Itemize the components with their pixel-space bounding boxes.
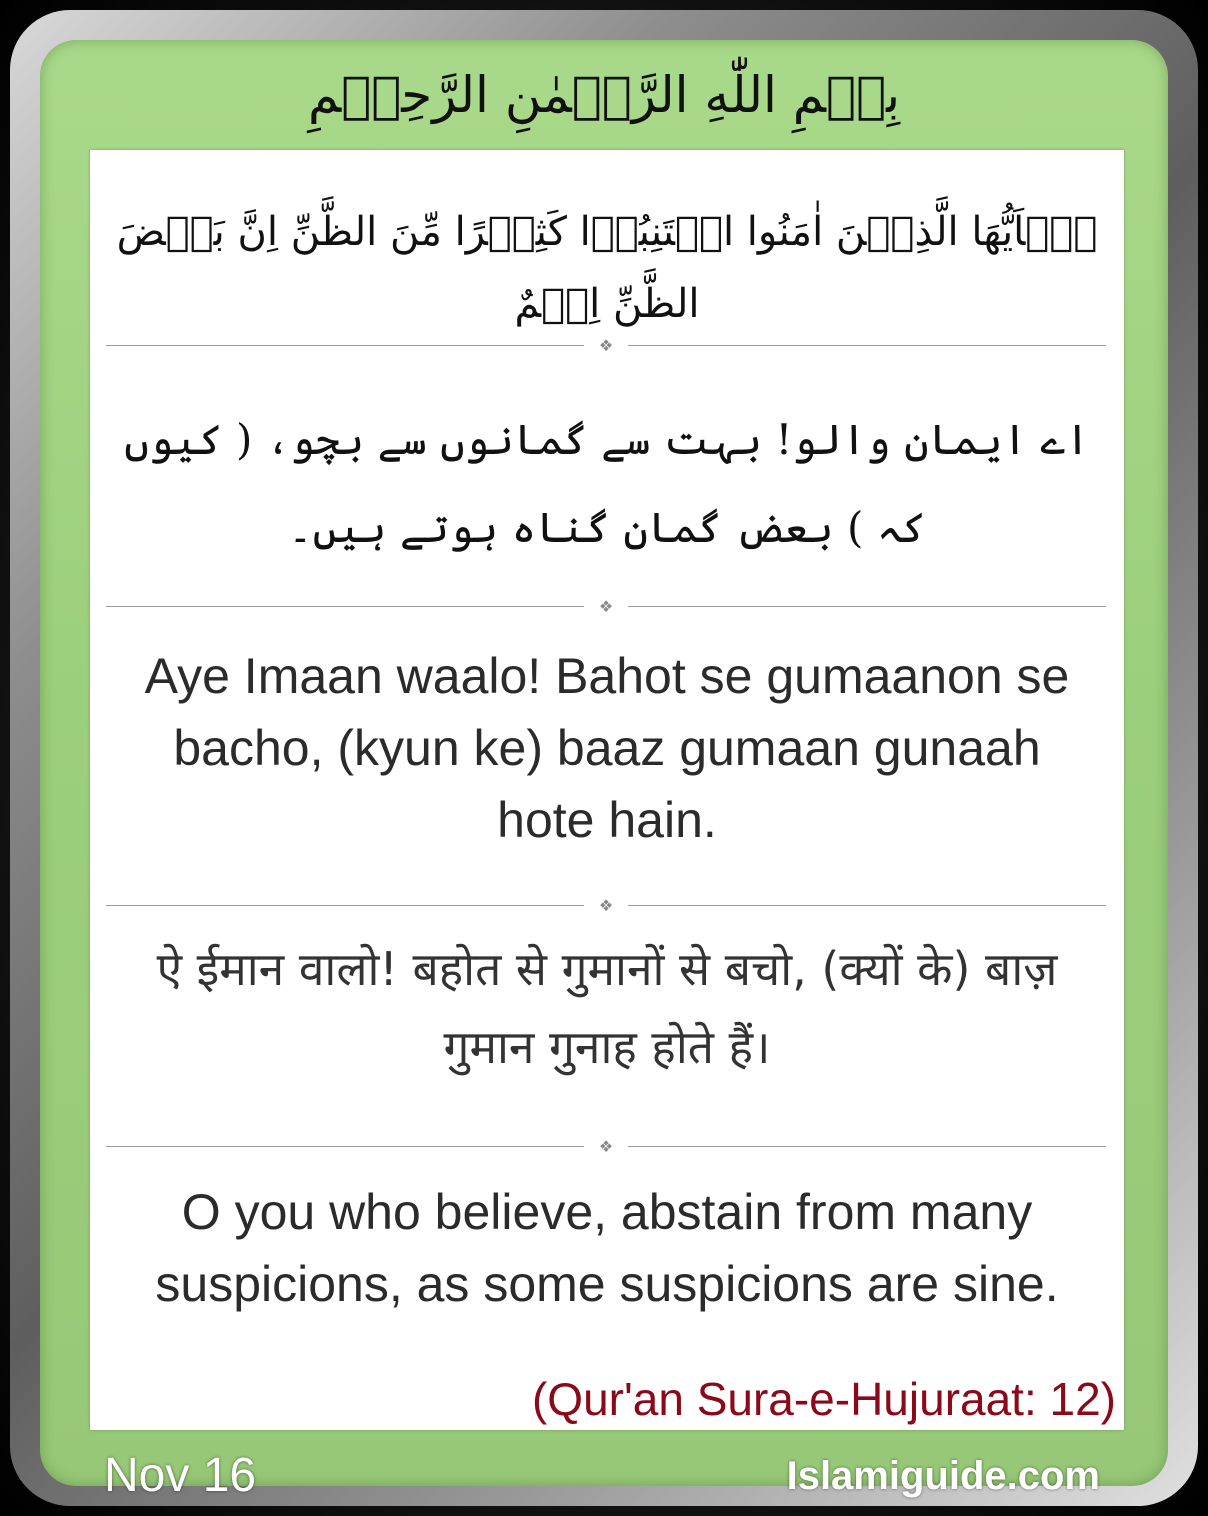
- english-translation: O you who believe, abstain from many suspicions, as some suspicions are sine.: [155, 1184, 1059, 1312]
- urdu-translation: اے ایمان والو! بہت سے گمانوں سے بچو، ( کیوں کہ ) بعض گمان گناہ ہوتے ہیں۔: [124, 415, 1090, 552]
- roman-urdu-translation: Aye Imaan waalo! Bahot se gumaanon se bacho, (kyun ke) baaz gumaan gunaah hote hain.: [144, 648, 1070, 848]
- divider: [106, 1137, 1106, 1157]
- site-watermark: Islamiguide.com: [786, 1454, 1100, 1498]
- bismillah-heading: بِسۡمِ اللّٰهِ الرَّحۡمٰنِ الرَّحِیۡمِ: [308, 66, 900, 124]
- hindi-translation: ऐ ईमान वालो! बहोत से गुमानों से बचो, (क्यों के) बाज़ गुमान गुनाह होते हैं।: [156, 942, 1058, 1074]
- divider-ornament-icon: ❖: [598, 1137, 614, 1156]
- arabic-verse: يٰۤاَيُّهَا الَّذِيۡنَ اٰمَنُوا اجۡتَنِبُوۡا كَثِيۡرًا مِّنَ الظَّنِّ اِنَّ بَعۡضَ الظَّنِّ اِثۡمٌ: [116, 209, 1098, 327]
- divider: [106, 597, 1106, 617]
- verse-citation: (Qur'an Sura-e-Hujuraat: 12): [531, 1373, 1116, 1425]
- divider: [106, 336, 1106, 356]
- date-label: Nov 16: [104, 1449, 257, 1502]
- divider-ornament-icon: ❖: [598, 597, 614, 616]
- divider-ornament-icon: ❖: [598, 896, 614, 915]
- divider: [106, 896, 1106, 916]
- divider-ornament-icon: ❖: [598, 336, 614, 355]
